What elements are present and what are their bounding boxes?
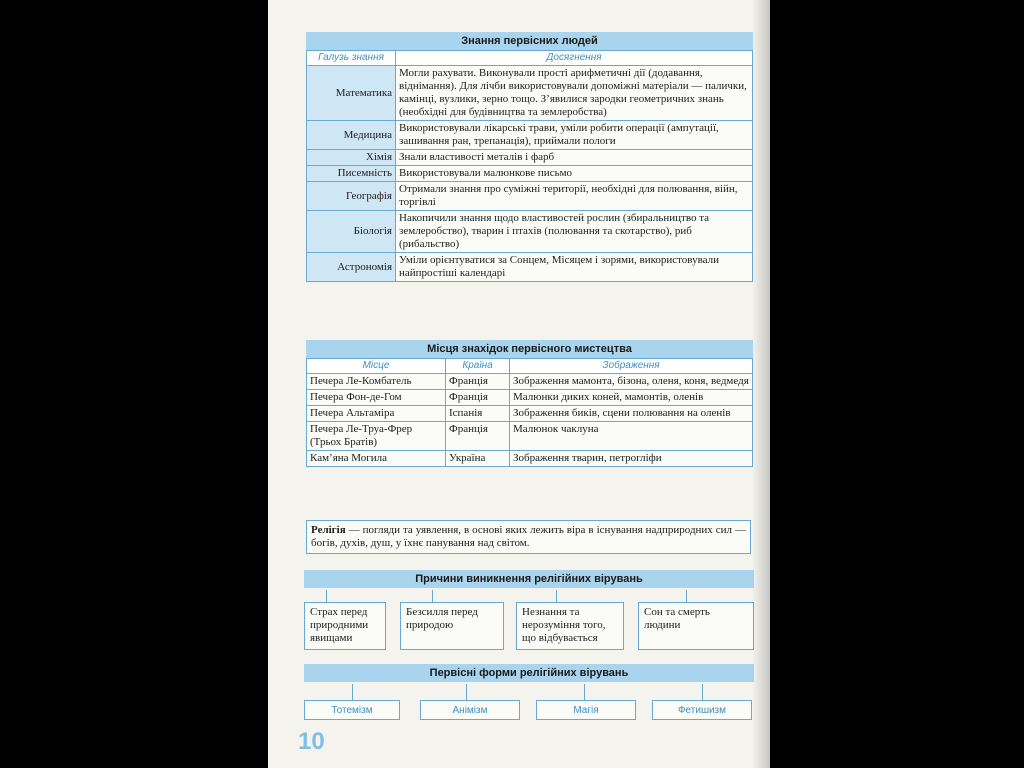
religion-definition xyxy=(306,520,751,554)
country-cell: Франція xyxy=(446,374,510,390)
art-title: Місця знахідок первісного мистецтва xyxy=(306,340,753,358)
textbook-page xyxy=(268,0,770,768)
definition-text: — погляди та уявлення, в основі яких лежить віра в існування надприродних сил — богів, духів, душ, у їхнє панування над світом. xyxy=(311,524,746,549)
table-row xyxy=(307,66,753,121)
table-row xyxy=(307,390,753,406)
table-row xyxy=(307,121,753,150)
form-box: Анімізм xyxy=(420,700,520,720)
achievement-cell: Накопичили знання щодо властивостей рослин (збиральництво та землеробство), тварин і птахів (полювання та скотарство), риб (рибальство) xyxy=(396,211,753,253)
table-row xyxy=(307,211,753,253)
place-cell: Печера Фон-де-Гом xyxy=(307,390,446,406)
connector-line xyxy=(686,590,687,602)
connector-line xyxy=(326,590,327,602)
connector-line xyxy=(432,590,433,602)
column-header-place: Місце xyxy=(307,359,446,374)
place-cell: Печера Альтаміра xyxy=(307,406,446,422)
forms-list xyxy=(304,700,754,722)
image-cell: Малюнок чаклуна xyxy=(510,422,753,451)
area-cell: Хімія xyxy=(307,150,396,166)
forms-title: Первісні форми релігійних вірувань xyxy=(304,664,754,682)
achievement-cell: Могли рахувати. Виконували прості арифметичні дії (додавання, віднімання). Для лічби використовували допоміжні матеріали — палички, камінці, вузлики, зерно тощо. З’явилися зародки геометричних знань (необхідні для будівництва та землеробства) xyxy=(396,66,753,121)
achievement-cell: Уміли орієнтуватися за Сонцем, Місяцем і зорями, використовували найпростіші календарі xyxy=(396,253,753,282)
place-cell: Печера Ле-Труа-Фрер (Трьох Братів) xyxy=(307,422,446,451)
area-cell: Географія xyxy=(307,182,396,211)
reason-box: Незнання та нерозуміння того, що відбувається xyxy=(516,602,624,650)
definition-term: Релігія xyxy=(311,524,346,536)
connector-line xyxy=(352,684,353,700)
country-cell: Франція xyxy=(446,422,510,451)
table-row xyxy=(307,150,753,166)
area-cell: Медицина xyxy=(307,121,396,150)
reason-box: Безсилля перед природою xyxy=(400,602,504,650)
form-box: Фетишизм xyxy=(652,700,752,720)
reasons-list xyxy=(304,602,754,654)
area-cell: Біологія xyxy=(307,211,396,253)
column-header-area: Галузь знання xyxy=(307,51,396,66)
connector-line xyxy=(466,684,467,700)
table-row xyxy=(307,166,753,182)
knowledge-table xyxy=(306,50,753,282)
table-row xyxy=(307,253,753,282)
image-cell: Зображення мамонта, бізона, оленя, коня, ведмедя xyxy=(510,374,753,390)
knowledge-title: Знання первісних людей xyxy=(306,32,753,50)
country-cell: Іспанія xyxy=(446,406,510,422)
connector-line xyxy=(702,684,703,700)
area-cell: Писемність xyxy=(307,166,396,182)
area-cell: Астрономія xyxy=(307,253,396,282)
image-cell: Малюнки диких коней, мамонтів, оленів xyxy=(510,390,753,406)
connector-line xyxy=(584,684,585,700)
area-cell: Математика xyxy=(307,66,396,121)
column-header-achievements: Досягнення xyxy=(396,51,753,66)
place-cell: Печера Ле-Комбатель xyxy=(307,374,446,390)
achievement-cell: Отримали знання про суміжні території, необхідні для полювання, війн, торгівлі xyxy=(396,182,753,211)
achievement-cell: Використовували малюнкове письмо xyxy=(396,166,753,182)
knowledge-section xyxy=(306,32,753,282)
reasons-title: Причини виникнення релігійних вірувань xyxy=(304,570,754,588)
reasons-section xyxy=(304,570,754,588)
country-cell: Франція xyxy=(446,390,510,406)
connector-line xyxy=(556,590,557,602)
country-cell: Україна xyxy=(446,451,510,467)
column-header-image: Зображення xyxy=(510,359,753,374)
form-box: Магія xyxy=(536,700,636,720)
forms-section xyxy=(304,664,754,682)
table-row xyxy=(307,451,753,467)
image-cell: Зображення тварин, петрогліфи xyxy=(510,451,753,467)
table-row xyxy=(307,422,753,451)
art-section xyxy=(306,340,753,467)
image-cell: Зображення биків, сцени полювання на оленів xyxy=(510,406,753,422)
page-number: 10 xyxy=(298,728,325,755)
achievement-cell: Використовували лікарські трави, уміли робити операції (ампутації, зашивання ран, трепанація), приймали пологи xyxy=(396,121,753,150)
place-cell: Кам’яна Могила xyxy=(307,451,446,467)
table-row xyxy=(307,406,753,422)
page-shadow xyxy=(752,0,770,768)
form-box: Тотемізм xyxy=(304,700,400,720)
art-table xyxy=(306,358,753,467)
table-row xyxy=(307,182,753,211)
table-row xyxy=(307,374,753,390)
achievement-cell: Знали властивості металів і фарб xyxy=(396,150,753,166)
column-header-country: Країна xyxy=(446,359,510,374)
reason-box: Страх перед природними явищами xyxy=(304,602,386,650)
reason-box: Сон та смерть людини xyxy=(638,602,754,650)
